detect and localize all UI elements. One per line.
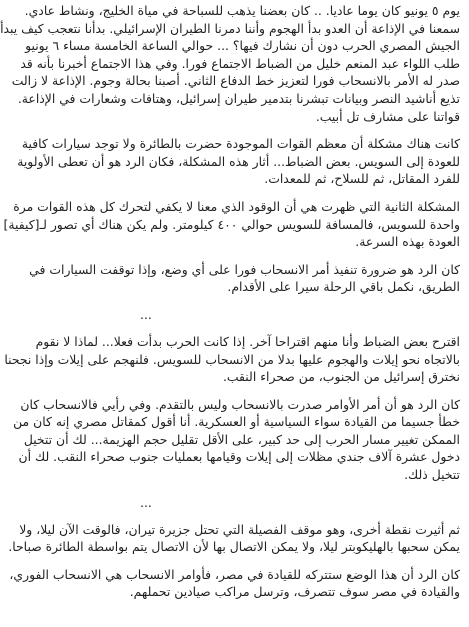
paragraph-1: يوم ٥ يونيو كان يوما عاديا. .. كان بعضنا يذهب للسباحة في مياة الخليج، ونشاط عادي. سمعنا في الإذاعة أن العدو بدأ الهجوم وأننا دمرنا الطيران الإسرائيلي. بدأنا نتعجب كيف يبدأ الجيش المصري الحرب دون أن نشارك فيها؟ ... حوالي الساعة الخامسة مساء ٦ يونيو طلب اللواء عبد المنعم خليل من الضباط الاجتماع فورا. وفي هذا الاجتماع أخبرنا بأنه قد صدر له الأمر بالانسحاب فورا لتعزيز خط الدفاع الثاني. أصبنا بحالة وجوم. الإذاعة لا زالت تذيع أناشيد النصر وبيانات تبشرنا بتدمير طيران إسرائيل، وهتافات وشعارات في الإذاعة. قواتنا على مشارف تل أبيب.: [0, 3, 460, 124]
paragraph-4: كان الرد هو ضرورة تنفيذ أمر الانسحاب فورا على أي وضع، وإذا توقفت السيارات في الطريق، نكمل باقي الرحلة سيرا على الأقدام.: [29, 261, 460, 295]
paragraph-8: كان الرد أن هذا الوضع ستتركه للقيادة في مصر، فأوامر الانسحاب هي الانسحاب الفوري، والقيادة في مصر سوف تتصرف، وترسل مراكب صيادين تحملهم.: [9, 566, 460, 600]
paragraph-7: ثم أثيرت نقطة أخرى، وهو موقف الفصيلة التي تحتل جزيرة تيران، فالوقت الآن ليلا، ولا يمكن سحبها بالهليكوبتر ليلا، ولا يمكن الاتصال بها لأن الاتصال يتم بواسطة الطائرة صباحا.: [8, 521, 460, 555]
paragraph-3: المشكلة الثانية التي ظهرت هي أن الوقود الذي معنا لا يكفي لتحرك كل هذه القوات مرة واحدة للسويس، فالمسافة للسويس حوالي ٤٠٠ كيلومتر. ولم يكن هناك أي تصور لـ[كيفية] العودة بهذه السرعة.: [3, 198, 460, 250]
ellipsis-separator-1: ...: [140, 306, 152, 322]
paragraph-5: اقترح بعض الضباط وأنا منهم اقتراحا آخر. إذا كانت الحرب بدأت فعلا... لماذا لا نقوم بالاتجاه نحو إيلات والهجوم عليها بدلا من الانسحاب للسويس. فلنهجم على إيلات وإذا نجحنا نخترق إسرائيل من الجنوب، من صحراء النقب.: [4, 333, 460, 385]
ellipsis-separator-2: ...: [140, 494, 152, 510]
paragraph-2: كانت هناك مشكلة أن معظم القوات الموجودة حضرت بالطائرة ولا توجد سيارات كافية للعودة إلى السويس. بعض الضباط... أثار هذه المشكلة، فكان الرد هو أن تعطى الأولوية للفرد المقاتل، ثم للسلاح، ثم للمعدات.: [17, 136, 460, 187]
paragraph-6: كان الرد هو أن أمر الأوامر صدرت بالانسحاب وليس بالتقدم. وفي رأيي فالانسحاب كان خطأ جسيما من القيادة سواء السياسية أو العسكرية. أنا أقول كمقاتل مصري إنه كان من الممكن تغيير مسار الحرب إلى حد كبير، على الأقل تقليل حجم الهزيمة... لك أن تتخيل دخول عشرة آلاف جندي مظلات إلى إيلات وقيامها بعمليات جنوب صحراء النقب. لك أن تتخيل ذلك.: [13, 396, 460, 483]
